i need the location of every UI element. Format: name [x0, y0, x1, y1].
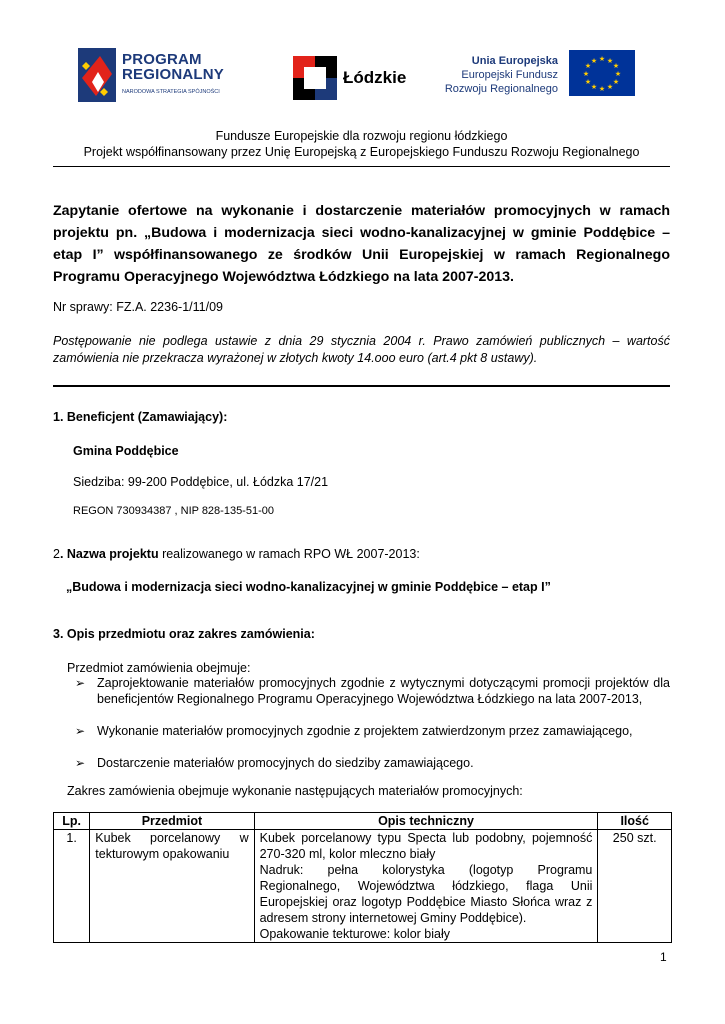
- svg-text:★: ★: [598, 55, 606, 63]
- program-regionalny-logo: [78, 48, 258, 104]
- arrow-bullet-icon: ➢: [75, 756, 86, 770]
- program-regionalny-wordmark: PROGRAM REGIONALNY: [122, 51, 225, 83]
- page-number: 1: [660, 950, 667, 964]
- svg-text:★: ★: [598, 85, 606, 93]
- header-divider: [53, 166, 670, 167]
- materials-intro: Zakres zamówienia obejmuje wykonanie następujących materiałów promocyjnych:: [67, 784, 523, 798]
- table-row: [54, 830, 672, 943]
- col-header-quantity: Ilość: [598, 813, 672, 830]
- header-funding-text: Fundusze Europejskie dla rozwoju regionu łódzkiego Projekt współfinansowany przez Unię Europejską z Europejskiego Funduszu Rozwoju Regionalnego: [83, 129, 640, 159]
- eu-logo-text: Unia Europejska Europejski Fundusz Rozwoju Regionalnego: [444, 55, 558, 95]
- cell-lp: 1.: [54, 830, 90, 943]
- document-title: Zapytanie ofertowe na wykonanie i dostarczenie materiałów promocyjnych w ramach projektu pn. „Budowa i modernizacja sieci wodno-kanalizacyjnej w gminie Poddębice – etap I” współfinansowanego ze środków Unii Europejskiej w ramach Regionalnego Programu Operacyjnego Województwa Łódzkiego na lata 2007-2013.: [53, 203, 670, 285]
- section1-heading: 1. Beneficjent (Zamawiający):: [53, 410, 228, 424]
- program-regionalny-subtitle: NARODOWA STRATEGIA SPÓJNOŚCI: [122, 89, 220, 95]
- beneficiary-address: Siedziba: 99-200 Poddębice, ul. Łódzka 17/21: [73, 475, 329, 489]
- section2-heading: 2. Nazwa projektu realizowanego w ramach RPO WŁ 2007-2013:: [53, 547, 420, 561]
- list-item: ➢ Dostarczenie materiałów promocyjnych do siedziby zamawiającego.: [75, 756, 474, 770]
- beneficiary-ids: REGON 730934387 , NIP 828-135-51-00: [73, 505, 274, 517]
- col-header-description: Opis techniczny: [254, 813, 598, 830]
- svg-text:★: ★: [590, 57, 598, 65]
- table-header-row: [54, 813, 672, 830]
- svg-text:★: ★: [582, 70, 590, 78]
- eu-flag-icon: [569, 50, 635, 96]
- list-item: ➢ Wykonanie materiałów promocyjnych zgodnie z projektem zatwierdzonym przez zamawiającego,: [75, 724, 633, 738]
- svg-text:★: ★: [584, 78, 592, 86]
- col-header-lp: Lp.: [54, 813, 90, 830]
- legal-notice: Postępowanie nie podlega ustawie z dnia 29 stycznia 2004 r. Prawo zamówień publicznych – wartość zamówienia nie przekracza wyrażonej w złotych kwoty 14.ooo euro (art.4 pkt 8 ustawy).: [53, 334, 670, 365]
- svg-text:★: ★: [584, 62, 592, 70]
- section-divider: [53, 385, 670, 387]
- svg-text:★: ★: [606, 57, 614, 65]
- lodzkie-logo: [293, 56, 413, 100]
- arrow-bullet-icon: ➢: [75, 724, 86, 738]
- lodzkie-emblem-icon: [293, 56, 337, 100]
- lodzkie-wordmark: Łódzkie: [343, 68, 407, 87]
- svg-text:★: ★: [614, 70, 622, 78]
- section3-heading: 3. Opis przedmiotu oraz zakres zamówienia:: [53, 627, 315, 641]
- svg-text:★: ★: [590, 83, 598, 91]
- scope-intro: Przedmiot zamówienia obejmuje:: [67, 661, 251, 675]
- project-name: „Budowa i modernizacja sieci wodno-kanalizacyjnej w gminie Poddębice – etap I”: [66, 580, 551, 594]
- list-item: ➢ Zaprojektowanie materiałów promocyjnych zgodnie z wytycznymi dotyczącymi promocji projektów dla beneficjentów Regionalnego Programu Operacyjnego Województwa Łódzkiego na lata 2007-2013,: [75, 676, 670, 706]
- svg-text:★: ★: [612, 62, 620, 70]
- col-header-item: Przedmiot: [90, 813, 254, 830]
- program-regionalny-emblem-icon: [78, 48, 120, 104]
- arrow-bullet-icon: ➢: [75, 676, 86, 690]
- svg-text:★: ★: [612, 78, 620, 86]
- beneficiary-name: Gmina Poddębice: [73, 444, 179, 458]
- cell-description: Kubek porcelanowy typu Specta lub podobny, pojemność 270-320 ml, kolor mleczno biały Nadruk: pełna kolorystyka (logotyp Programu Regionalnego, Województwa łódzkiego, flaga Unii Europejskiej oraz logotyp Poddębice Miasto Słońca wraz z adresem strony internetowej Gminy Poddębice). Opakowanie tekturowe: kolor biały: [254, 830, 598, 943]
- svg-text:★: ★: [606, 83, 614, 91]
- cell-item: Kubek porcelanowy w tekturowym opakowaniu: [90, 830, 254, 943]
- materials-table: [53, 812, 672, 943]
- case-number: Nr sprawy: FZ.A. 2236-1/11/09: [53, 300, 223, 314]
- cell-quantity: 250 szt.: [598, 830, 672, 943]
